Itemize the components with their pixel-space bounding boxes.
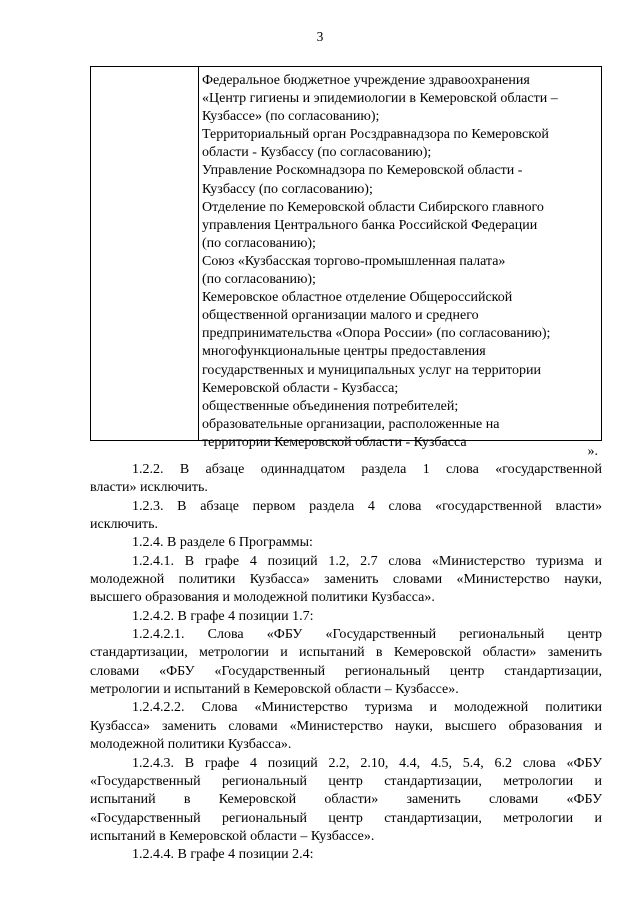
document-body [90, 461, 602, 865]
paragraph-line: Кузбасса» заменить словами «Министерство науки, высшего образования и [90, 718, 602, 734]
paragraph-line: молодежной политики Кузбасса» заменить словами «Министерство науки, [90, 572, 602, 588]
table-line: общественной организации малого и среднего [202, 308, 479, 324]
table-line: территории Кемеровской области - Кузбасса [202, 434, 467, 450]
table-right-column [202, 72, 597, 452]
table-line: общественные объединения потребителей; [202, 398, 459, 414]
table-line: многофункциональные центры предоставления [202, 344, 486, 360]
paragraph-line: 1.2.3. В абзаце первом раздела 4 слова «государственной власти» [132, 498, 602, 514]
paragraph-line: стандартизации, метрологии и испытаний в Кемеровской области» заменить [90, 645, 602, 661]
closing-quote: ». [587, 444, 598, 459]
paragraph-line: молодежной политики Кузбасса». [90, 737, 292, 753]
paragraph-line: 1.2.4.3. В графе 4 позиций 2.2, 2.10, 4.4, 4.5, 5.4, 6.2 слова «ФБУ [132, 755, 602, 771]
paragraph-line: исключить. [90, 517, 158, 533]
paragraph-line: 1.2.4. В разделе 6 Программы: [132, 535, 313, 551]
paragraph-line: 1.2.4.2. В графе 4 позиции 1.7: [132, 608, 314, 624]
table-line: (по согласованию); [202, 235, 316, 251]
table-line: Кузбассе» (по согласованию); [202, 109, 380, 125]
paragraph-line: «Государственный региональный центр стандартизации, метрологии и [90, 810, 602, 826]
paragraph-line: словами «ФБУ «Государственный региональный центр стандартизации, [90, 663, 602, 679]
table-line: «Центр гигиены и эпидемиологии в Кемеровской области – [202, 91, 558, 107]
table-line: области - Кузбассу (по согласованию); [202, 145, 432, 161]
paragraph-line: высшего образования и молодежной политики Кузбасса». [90, 590, 435, 606]
paragraph-line: испытаний в Кемеровской области» заменить словами «ФБУ [90, 792, 602, 808]
table-line: Кемеровской области - Кузбасса; [202, 380, 399, 396]
table-line: Управление Роскомнадзора по Кемеровской области - [202, 163, 523, 179]
paragraph-line: 1.2.2. В абзаце одиннадцатом раздела 1 слова «государственной [132, 462, 602, 477]
paragraph-line: 1.2.4.4. В графе 4 позиции 2.4: [132, 847, 314, 863]
table-line: Союз «Кузбасская торгово-промышленная палата» [202, 253, 506, 269]
table-line: Отделение по Кемеровской области Сибирского главного [202, 199, 544, 215]
table-line: Территориальный орган Росздравнадзора по Кемеровской [202, 127, 549, 143]
table-line: государственных и муниципальных услуг на территории [202, 362, 542, 378]
paragraph-line: «Государственный региональный центр стандартизации, метрологии и [90, 773, 602, 789]
members-table [90, 66, 602, 450]
paragraph-line: власти» исключить. [90, 480, 208, 496]
paragraph-line: испытаний в Кемеровской области – Кузбассе». [90, 828, 375, 844]
paragraph-line: 1.2.4.2.2. Слова «Министерство туризма и молодежной политики [132, 700, 602, 716]
table-line: образовательные организации, расположенные на [202, 416, 500, 432]
table-line: предпринимательства «Опора России» (по согласованию); [202, 326, 551, 342]
table-line: управления Центрального банка Российской Федерации [202, 217, 538, 233]
table-line: Кузбассу (по согласованию); [202, 181, 373, 197]
paragraph-line: 1.2.4.2.1. Слова «ФБУ «Государственный региональный центр [132, 627, 602, 643]
page-number: 3 [316, 29, 324, 44]
paragraph-line: 1.2.4.1. В графе 4 позиций 1.2, 2.7 слова «Министерство туризма и [132, 553, 602, 569]
paragraph-line: метрологии и испытаний в Кемеровской области – Кузбассе». [90, 682, 459, 698]
table-line: Федеральное бюджетное учреждение здравоохранения [202, 73, 530, 88]
table-line: Кемеровское областное отделение Общероссийской [202, 290, 513, 306]
table-left-column [91, 67, 199, 440]
table-line: (по согласованию); [202, 272, 316, 288]
